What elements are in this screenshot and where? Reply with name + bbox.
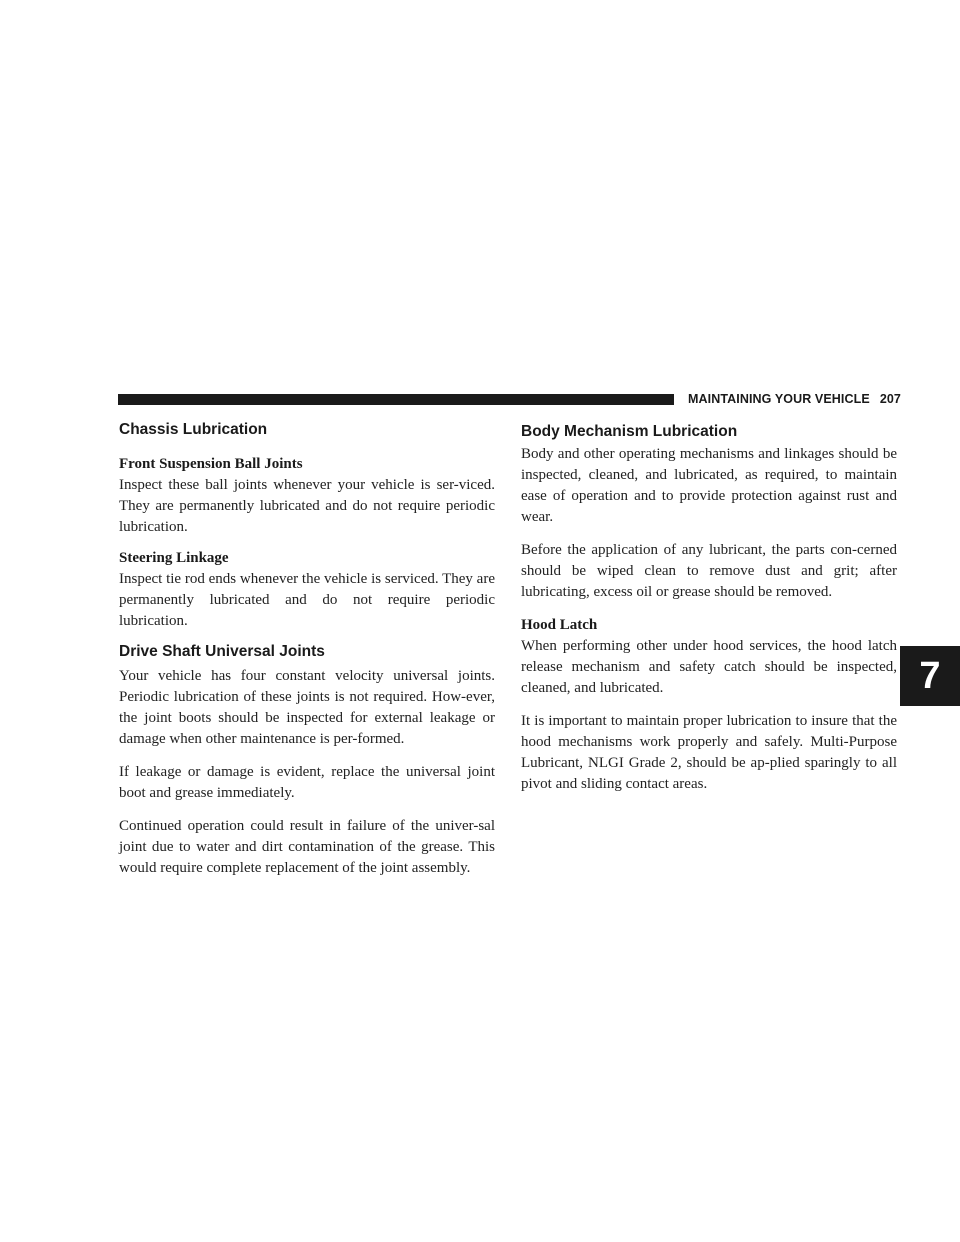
drive-shaft-paragraph: Your vehicle has four constant velocity universal joints. Periodic lubrication of these joints is not required. How-ever, the joint boots should be inspected for external leakage or damage when other maintenance is per-formed.: [119, 668, 495, 747]
hood-latch-paragraph: When performing other under hood services, the hood latch release mechanism and safety catch should be inspected, cleaned, and lubricated.: [521, 638, 897, 696]
header-rule: [118, 394, 674, 405]
drive-shaft-paragraph: Continued operation could result in failure of the univer-sal joint due to water and dirt contamination of the grease. This would require complete replacement of the joint assembly.: [119, 818, 495, 876]
chapter-tab: [900, 646, 960, 706]
body-mechanism-heading: Body Mechanism Lubrication: [521, 423, 738, 440]
body-mechanism-paragraph: Before the application of any lubricant, the parts con-cerned should be wiped clean to remove dust and grit; after lubricating, excess oil or grease should be removed.: [521, 542, 897, 600]
right-column: [521, 420, 897, 807]
front-suspension-heading: Front Suspension Ball Joints: [119, 456, 303, 472]
drive-shaft-paragraph: If leakage or damage is evident, replace the universal joint boot and grease immediately.: [119, 764, 495, 801]
left-column: [119, 420, 495, 891]
hood-latch-heading: Hood Latch: [521, 617, 598, 633]
running-header: [688, 392, 901, 406]
body-mechanism-paragraph: Body and other operating mechanisms and linkages should be inspected, cleaned, and lubricated, as required, to maintain ease of operation and to provide protection against rust and wear.: [521, 446, 897, 525]
front-suspension-text: Inspect these ball joints whenever your vehicle is ser-viced. They are permanently lubricated and do not require periodic lubrication.: [119, 477, 495, 535]
chassis-lubrication-heading: Chassis Lubrication: [119, 421, 268, 438]
hood-latch-paragraph: It is important to maintain proper lubrication to insure that the hood mechanisms work properly and safely. Multi-Purpose Lubricant, NLGI Grade 2, should be ap-plied sparingly to all pivot and sliding contact areas.: [521, 713, 897, 792]
steering-linkage-heading: Steering Linkage: [119, 550, 229, 566]
drive-shaft-heading: Drive Shaft Universal Joints: [119, 643, 325, 660]
chapter-number: 7: [919, 655, 941, 697]
header-title: MAINTAINING YOUR VEHICLE: [688, 392, 870, 406]
page-number: 207: [879, 392, 901, 406]
steering-linkage-text: Inspect tie rod ends whenever the vehicle is serviced. They are permanently lubricated and do not require periodic lubrication.: [119, 571, 495, 629]
